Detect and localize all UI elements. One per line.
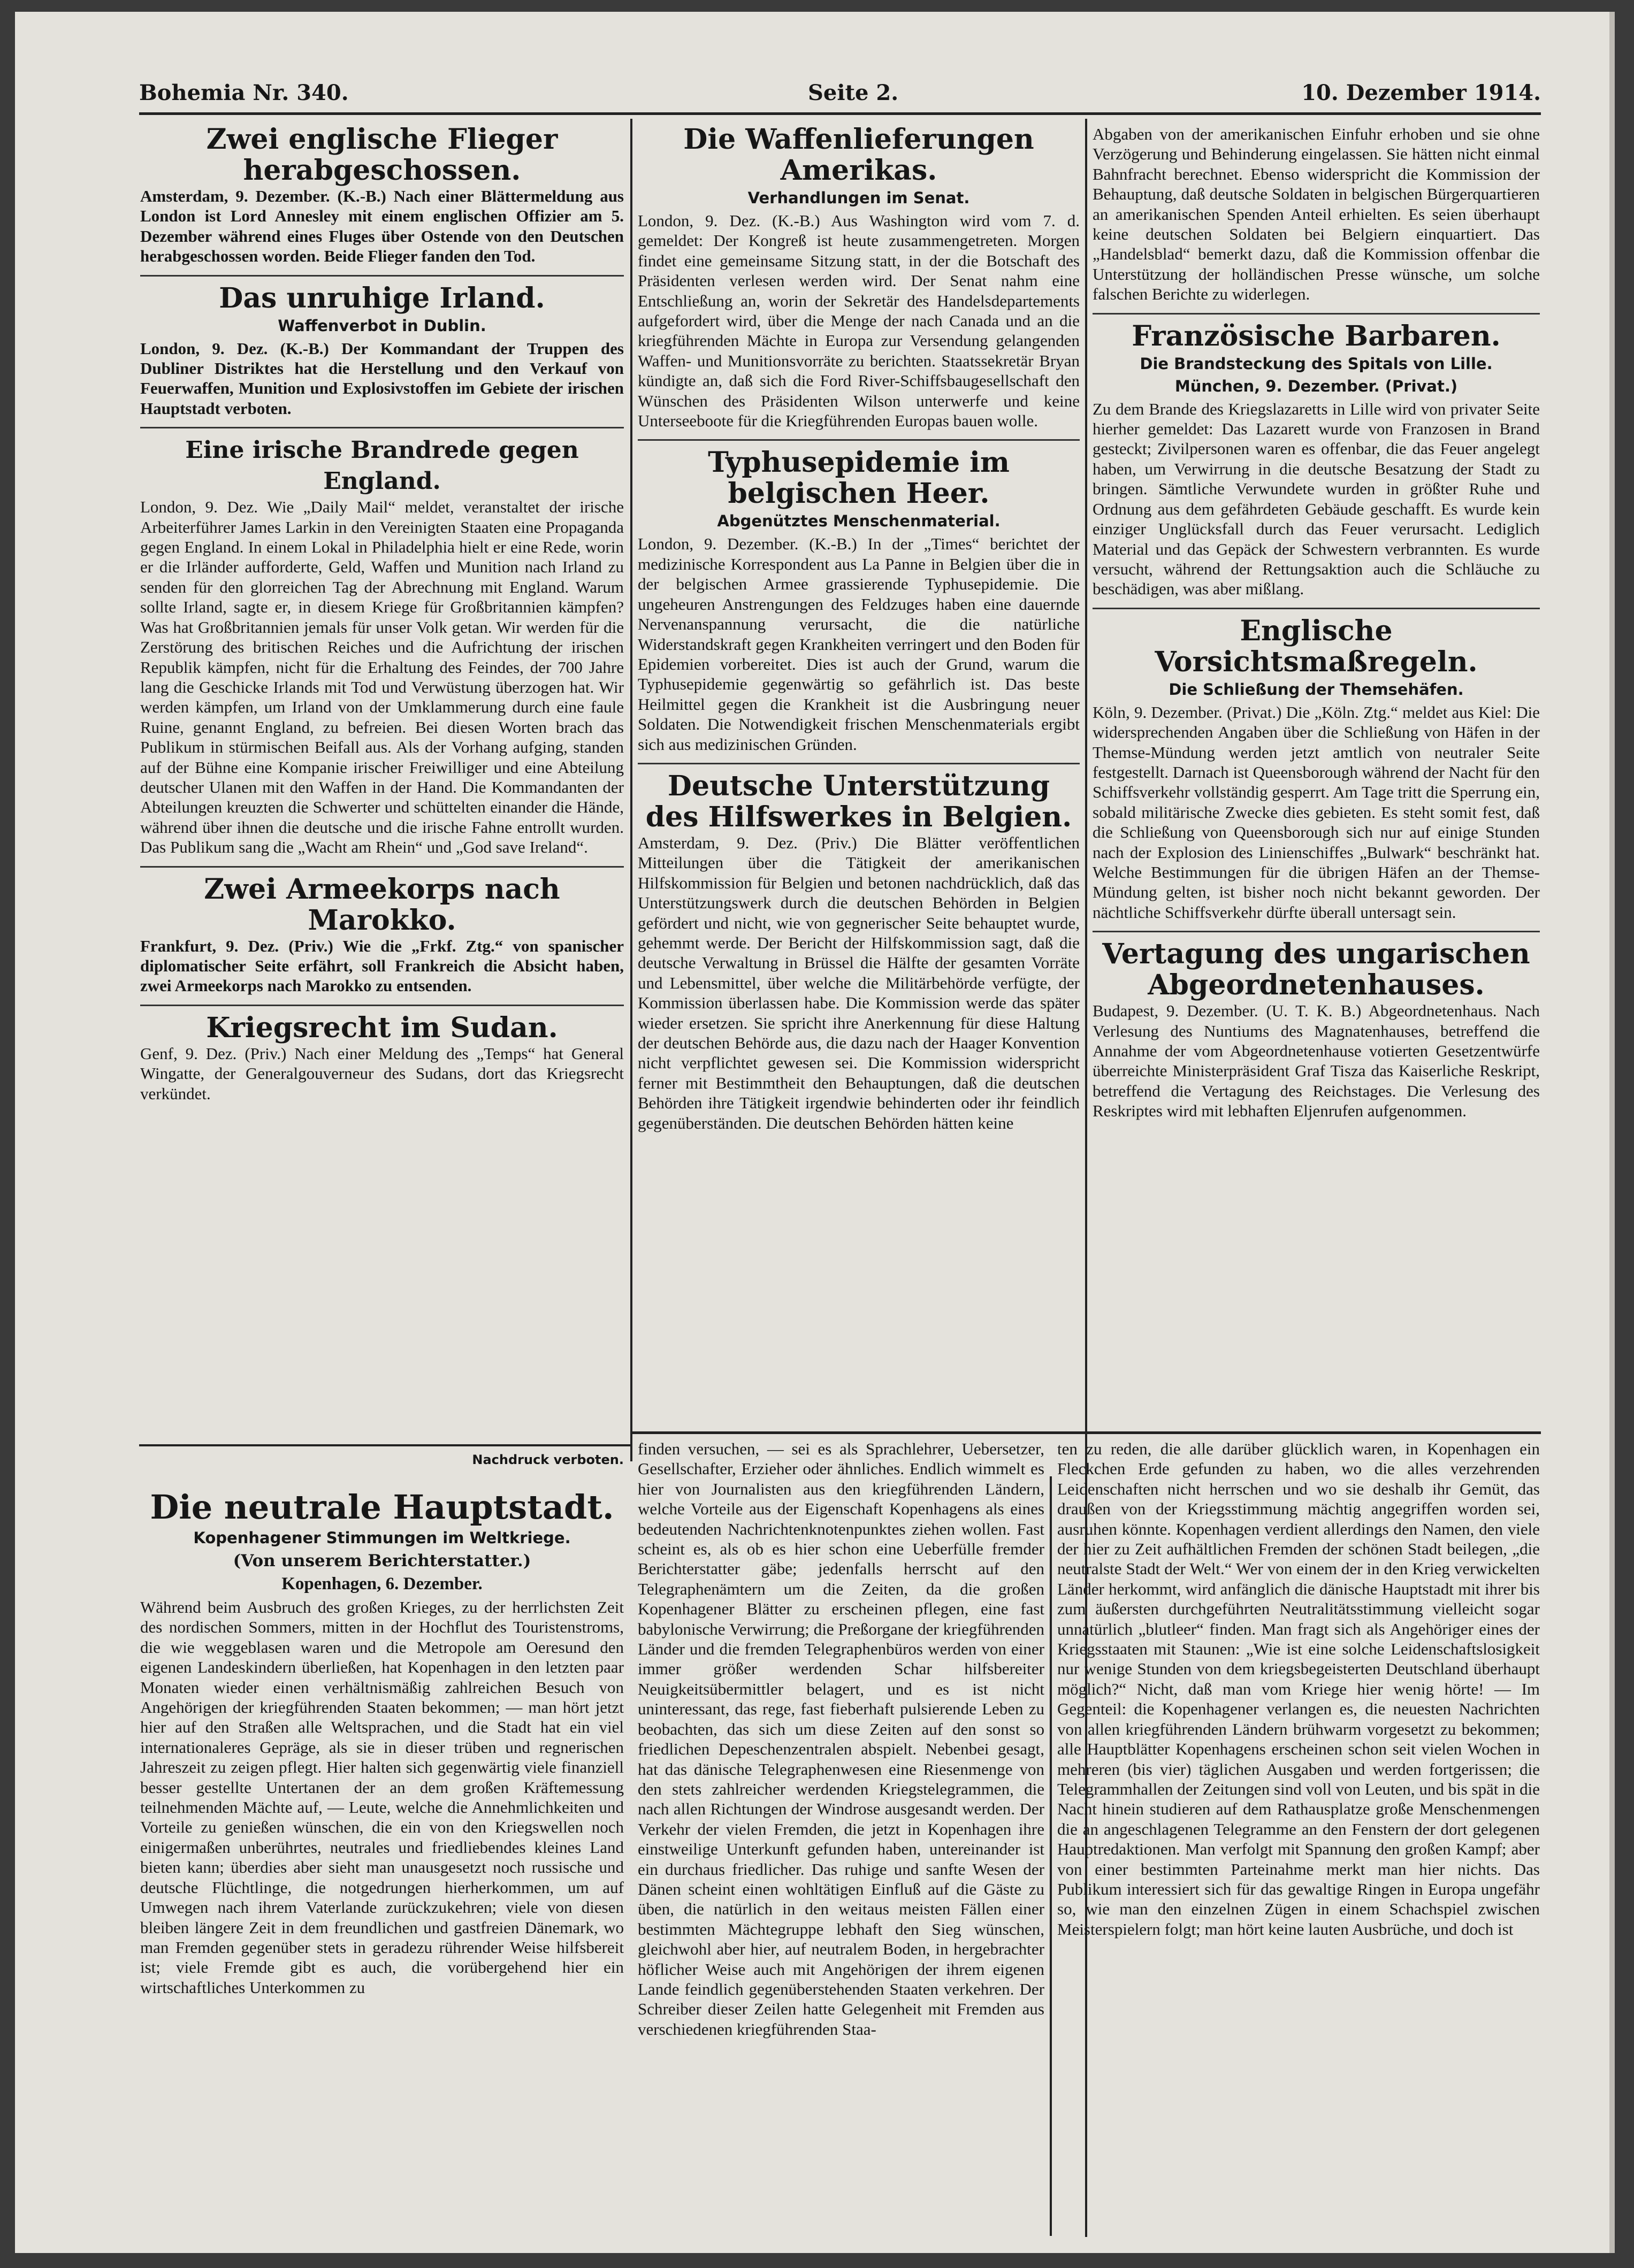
feuilleton-column-3 (1057, 1439, 1540, 2231)
article (140, 874, 624, 996)
article-separator (140, 1005, 624, 1006)
article (140, 124, 624, 266)
article (140, 283, 624, 419)
article-separator (1093, 313, 1540, 315)
feuilleton-rule (139, 1444, 630, 1446)
article-separator (638, 439, 1080, 441)
article-headline: Die Waffenlieferungen Amerikas. (683, 124, 1034, 187)
header-page-number: Seite 2. (808, 80, 899, 105)
article-text: Budapest, 9. Dezember. (U. T. K. B.) Abgeordnetenhaus. Nach Verlesung des Nuntiums des Magnatenhauses, betreffend die Annahme der vom Abgeordnetenhause votierten Gesetzentwürfe überreichte Ministerpräsident Graf Tisza das Kaiserliche Reskript, betreffend die Vertagung des Reichstages. Die Verlesung des Reskriptes wird mit lebhaften Eljenrufen aufgenommen. (1093, 1001, 1540, 1121)
article (140, 435, 624, 857)
feuilleton-column-1 (140, 1452, 624, 2233)
feuilleton-headline: Die neutrale Hauptstadt. (150, 1488, 614, 1527)
article (638, 771, 1080, 1133)
article-text: Zu dem Brande des Kriegslazaretts in Lille wird von privater Seite hierher gemeldet: Das Lazarett wurde von Franzosen in Brand gesteckt; Zivilpersonen waren es offenbar, die das Feuer angelegt haben, um Verwirrung in die deutsche Besatzung der Stadt zu bringen. Sämtliche Verwundete wurden in größter Ruhe und Ordnung aus dem gefährdeten Gebäude geschafft. Es wurde kein einziger Unglücksfall durch das Feuer verursacht. Lediglich Material und das Gepäck der Schwestern verbrannten. Es wurde versucht, während der Rettungsaktion auch die Schläuche zu beschädigen, was aber mißlang. (1093, 399, 1540, 599)
page-header (139, 80, 1541, 110)
article-separator (1093, 608, 1540, 609)
column-2 (638, 124, 1080, 1424)
article-headline: Zwei Armeekorps nach Marokko. (204, 872, 560, 937)
article (1093, 616, 1540, 922)
article-separator (1093, 931, 1540, 932)
scan-edge (1609, 12, 1615, 2253)
reprint-notice: Nachdruck verboten. (472, 1452, 624, 1467)
article (140, 1013, 624, 1104)
article-subheadline: Die Schließung der Themsehäfen. (1169, 680, 1464, 699)
feuilleton-dateline: Kopenhagen, 6. Dezember. (281, 1574, 483, 1593)
article-text: Genf, 9. Dez. (Priv.) Nach einer Meldung des „Temps“ hat General Wingatte, der Generalgouverneur des Sudans, dort das Kriegsrecht verkündet. (140, 1044, 624, 1103)
article-text: London, 9. Dez. (K.-B.) Aus Washington wird vom 7. d. gemeldet: Der Kongreß ist heute zusammengetreten. Morgen findet eine gemeinsame Sitzung statt, in der die Botschaft des Präsidenten verlesen werden wird. Der Senat nahm eine Entschließung an, worin der Sekretär des Handelsdepartements aufgefordert wird, über die Menge der nach Canada und an die kriegführenden Mächte in Europa zur Versendung gelangenden Waffen- und Munitionsvorräte zu berichten. Staatssekretär Bryan kündigte an, daß sich die Ford River-Schiffsbaugesellschaft den Wünschen des Präsidenten Wilson unterwerfe und keine Unterseeboote für die Kriegführenden Europas bauen wolle. (638, 211, 1080, 431)
article-subheadline: Waffenverbot in Dublin. (278, 316, 486, 335)
article-headline: Deutsche Unterstützung des Hilfswerkes in Belgien. (645, 769, 1072, 833)
feuilleton-column-2 (638, 1439, 1044, 2231)
article-subheadline: Die Brandsteckung des Spitals von Lille. (1140, 354, 1493, 373)
column-1 (140, 124, 624, 1440)
article (1093, 939, 1540, 1121)
article (1093, 321, 1540, 599)
article-headline: Typhusepidemie im belgischen Heer. (708, 446, 1010, 510)
article-headline: Kriegsrecht im Sudan. (206, 1011, 558, 1044)
article (638, 124, 1080, 431)
header-paper-number: Bohemia Nr. 340. (139, 80, 349, 105)
article-text: Köln, 9. Dezember. (Privat.) Die „Köln. Ztg.“ meldet aus Kiel: Die widersprechenden Angaben über die Schließung von Häfen in der Themse-Mündung werden jetzt amtlich von neutraler Seite festgestellt. Darnach ist Queensborough während der Nacht für den Schiffsverkehr vollständig gesperrt. Am Tage tritt die Sperrung ein, sobald militärische Zwecke dies gebieten. Es steht somit fest, daß die Schließung von Queensborough sich nur auf einige Stunden nach der Explosion des Linienschiffes „Bulwark“ beschränkt hat. Welche Bestimmungen für die übrigen Häfen an der Themse-Mündung gelten, ist bisher noch nicht bekannt geworden. Der nächtliche Schiffsverkehr dürfte überall untersagt sein. (1093, 702, 1540, 922)
feuilleton-text: finden versuchen, — sei es als Sprachlehrer, Uebersetzer, Gesellschafter, Erzieher oder ähnliches. Endlich wimmelt es hier von Journalisten aus den kriegführenden Ländern, welche Vorteile aus der Eigenschaft Kopenhagens als eines bedeutenden Nachrichtenknotenpunktes ziehen wollen. Fast scheint es, als ob es hier schon eine Ueberfülle fremder Berichterstatter gäbe; jedenfalls herrscht auf den Telegraphenämtern um die Zeiten, da die großen Kopenhagener Blätter zu erscheinen pflegen, eine fast babylonische Verwirrung; die Preßorgane der kriegführenden Länder und die fremden Telegraphenbüros werden von einer immer größer werdenden Schar hilfsbereiter Neuigkeitsübermittler belagert, und es ist nicht uninteressant, das rege, fast fieberhaft pulsierende Leben zu beobachten, das sich um diese Zeiten auf den sonst so friedlichen Depeschenzentralen abspielt. Nebenbei gesagt, hat das dänische Telegraphenwesen eine Riesenmenge von den stets zahlreicher werdenden Kriegstelegrammen, die nach allen Richtungen der Windrose ausgesandt werden. Der Verkehr der vielen Fremden, die jetzt in Kopenhagen ihre einstweilige Unterkunft gefunden haben, untereinander ist ein durchaus friedlicher. Das ruhige und sanfte Wesen der Dänen scheint einen wohltätigen Einfluß auf die Gäste zu üben, die natürlich in den weitaus meisten Fällen einer bestimmten Mächtegruppe lebhaft den Sieg wünschen, gleichwohl aber hier, auf neutralem Boden, in hergebrachter höflicher Weise auch mit Angehörigen der ihrem eigenen Lande feindlich gegenüberstehenden Staaten verkehren. Der Schreiber dieser Zeilen hatte Gelegenheit mit Fremden aus verschiedenen kriegführenden Staa- (638, 1439, 1044, 2039)
article-headline: Französische Barbaren. (1132, 319, 1501, 353)
header-date: 10. Dezember 1914. (1301, 80, 1541, 105)
article-separator (140, 427, 624, 428)
column-rule (630, 119, 632, 1461)
column-3 (1093, 124, 1540, 1424)
article-headline: Eine irische Brandrede gegen England. (185, 436, 579, 495)
article-headline: Zwei englische Flieger herabgeschossen. (206, 124, 558, 187)
article-separator (140, 275, 624, 277)
article-text: Frankfurt, 9. Dez. (Priv.) Wie die „Frkf. Ztg.“ von spanischer diplomatischer Seite erfährt, soll Frankreich die Absicht haben, zwei Armeekorps nach Marokko zu entsenden. (140, 936, 624, 995)
article-subheadline: Verhandlungen im Senat. (747, 189, 970, 207)
article-headline: Vertagung des ungarischen Abgeordnetenhauses. (1102, 938, 1530, 1002)
article-text: London, 9. Dez. (K.-B.) Der Kommandant der Truppen des Dubliner Distriktes hat die Herstellung und den Verkauf von Feuerwaffen, Munition und Explosivstoffen im Gebiete der irischen Hauptstadt verboten. (140, 339, 624, 418)
article-headline: Das unruhige Irland. (219, 281, 545, 315)
article-separator (140, 866, 624, 868)
article-text: London, 9. Dez. Wie „Daily Mail“ meldet, veranstaltet der irische Arbeiterführer James Larkin in den Vereinigten Staaten eine Propaganda gegen England. In einem Lokal in Philadelphia hielt er eine Rede, worin er die Irländer aufforderte, Geld, Waffen und Munition nach Irland zu senden für den glorreichen Tag der Abrechnung mit England. Warum sollte Irland, sagte er, in diesem Kriege für Großbritannien kämpfen? Was hat Großbritannien jemals für unser Volk getan. Wir werden für die Zerstörung des britischen Reiches und die Aufrichtung der irischen Republik kämpfen, nicht für die Erhaltung des Feindes, der 700 Jahre lang die Geschicke Irlands mit Tod und Verwüstung überzogen hat. Wir werden kämpfen, um Irland von der Umklammerung durch eine faule Ruine, genannt England, zu befreien. Bei diesen Worten brach das Publikum in stürmischen Beifall aus. Als der Vorhang aufging, standen auf der Bühne eine Kompanie irischer Freiwilliger und eine Abteilung deutscher Ulanen mit den Waffen in der Hand. Die Kommandanten der Abteilungen kreuzten die Schwerter und schüttelten einander die Hände, während über ihnen die deutsche und die irische Fahne entrollt wurden. Das Publikum sang die „Wacht am Rhein“ und „God save Ireland“. (140, 497, 624, 857)
article-text: London, 9. Dezember. (K.-B.) In der „Times“ berichtet der medizinische Korrespondent aus La Panne in Belgien über die in der belgischen Armee grassierende Typhusepidemie. Die ungeheuren Anstrengungen des Feldzuges haben eine dauernde Nervenanspannung verursacht, die die natürliche Widerstandskraft gegen Krankheiten verringert und den Boden für Epidemien vorbereitet. Dies ist auch der Grund, warum die Typhusepidemie gegenwärtig so gefährlich ist. Das beste Heilmittel gegen die Krankheit ist die Ausbringung neuer Soldaten. Die Notwendigkeit frischen Menschenmaterials ergibt sich aus medizinischen Gründen. (638, 534, 1080, 754)
header-rule (139, 112, 1541, 115)
article-text: Abgaben von der amerikanischen Einfuhr erhoben und sie ohne Verzögerung und Behinderung eingelassen. Sie hätten nicht einmal Bahnfracht berechnet. Ebenso widerspricht die Kommission der Behauptung, daß deutsche Soldaten in belgischen Bürgerquartieren an amerikanischen Spenden Anteil erhielten. Es seien überhaupt keine deutschen Soldaten bei Belgiern einquartiert. Das „Handelsblad“ bemerkt dazu, daß die Kommission offenbar die Unterstützung der holländischen Presse wünsche, um solche falschen Berichte zu widerlegen. (1093, 125, 1540, 304)
article-separator (638, 763, 1080, 764)
feuilleton-rule (1087, 1431, 1541, 1434)
article-continuation (1093, 124, 1540, 304)
article-dateline: München, 9. Dezember. (Privat.) (1174, 377, 1458, 395)
article-text: Amsterdam, 9. Dezember. (K.-B.) Nach einer Blättermeldung aus London ist Lord Annesley mit einem englischen Offizier am 5. Dezember während eines Fluges über Ostende von den Deutschen herabgeschossen worden. Beide Flieger fanden den Tod. (140, 187, 624, 266)
feuilleton-byline: (Von unserem Berichterstatter.) (233, 1551, 531, 1570)
article (638, 447, 1080, 754)
feuilleton-subheadline: Kopenhagener Stimmungen im Weltkriege. (193, 1529, 571, 1547)
feuilleton-text: Während beim Ausbruch des großen Krieges, zu der herrlichsten Zeit des nordischen Sommers, mitten in der Hochflut des Touristenstroms, die wie weggeblasen waren und die Metropole am Oeresund den eigenen Landeskindern überließen, hat Kopenhagen in den letzten paar Monaten wieder einen verhältnismäßig zahlreichen Besuch von Angehörigen der kriegführenden Staaten bekommen; — man hört jetzt hier auf den Straßen alle Weltsprachen, und die Stadt hat ein viel internationaleres Gepräge, als sie in dieser trüben und regnerischen Jahreszeit zu zeigen pflegt. Hier halten sich gegenwärtig viele finanziell besser gestellte Untertanen der an dem großen Kräftemessung teilnehmenden Mächte auf, — Leute, welche die Annehmlichkeiten und Vorteile zu genießen wünschen, die ein von den Kriegswellen noch einigermaßen unberührtes, neutrales und friedliebendes kleines Land bieten kann; überdies aber sieht man unausgesetzt noch russische und deutsche Flüchtlinge, die notgedrungen hierherkommen, um auf Umwegen nach ihrem Vaterlande zurückzukehren; viele von diesen bleiben längere Zeit in dem freundlichen und gastfreien Dänemark, wo man Fremden gegenüber stets in geradezu rührender Weise hilfsbereit ist; viele Fremde gibt es auch, die vorübergehend hier ein wirtschaftliches Unterkommen zu (140, 1598, 624, 1997)
article-headline: Englische Vorsichtsmaßregeln. (1155, 614, 1478, 678)
article-text: Amsterdam, 9. Dez. (Priv.) Die Blätter veröffentlichen Mitteilungen über die Tätigkeit der amerikanischen Hilfskommission für Belgien und betonen nachdrücklich, daß das Unterstützungswerk durch die deutschen Behörden in Belgien gefördert und nicht, wie von gegnerischer Seite behauptet wurde, gehemmt werde. Der Bericht der Hilfskommission sagt, daß die deutsche Verwaltung in Brüssel die Hälfte der gesamten Vorräte und Lebensmittel, über welche die Militärbehörde verfügte, der Kommission überlassen habe. Die Kommission werde das später wieder ersetzen. Sie spricht ihre Anerkennung für diese Haltung der deutschen Behörde aus, die dazu nach der Haager Konvention nicht verpflichtet gewesen sei. Die Kommission widerspricht ferner mit Bestimmtheit den Behauptungen, daß die deutschen Behörden ihre Tätigkeit irgendwie behinderten oder ihr feindlich gegenüberständen. Die deutschen Behörden hätten keine (638, 833, 1080, 1132)
column-rule (1050, 1476, 1052, 2236)
feuilleton-text: ten zu reden, die alle darüber glücklich waren, in Kopenhagen ein Fleckchen Erde gefunden zu haben, wo die alles verzehrenden Leidenschaften nicht herrschen und wo sie deshalb ihr Gemüt, das draußen von der Kriegsstimmung mächtig angegriffen worden sei, ausruhen könnte. Kopenhagen verdient allerdings den Namen, den viele der hier zu Zeit aufhältlichen Fremden der schönen Stadt beilegen, „die neutralste Stadt der Welt.“ Wer von einem der in den Krieg verwickelten Länder herkommt, wird anfänglich die dänische Hauptstadt mit ihrer bis zum äußersten durchgeführten Neutralitätsstimmung vielleicht sogar unnatürlich „blutleer“ finden. Man fragt sich als Angehöriger eines der Kriegsstaaten mit Staunen: „Wie ist eine solche Leidenschaftslosigkeit nur wenige Stunden von dem kriegsbegeisterten Deutschland überhaupt möglich?“ Nicht, daß man vom Kriege hier wenig hörte! — Im Gegenteil: die Kopenhagener verlangen es, die neuesten Nachrichten von allen kriegführenden Ländern brühwarm vorgesetzt zu bekommen; alle Hauptblätter Kopenhagens erscheinen schon seit vielen Wochen in mehreren (bis vier) täglichen Ausgaben und werden fortgerissen; die Telegrammhallen der Zeitungen sind voll von Leuten, und bis spät in die Nacht hinein studieren auf dem Rathausplatze große Menschenmengen die an angeschlagenen Telegramme an den Fenstern der dort gelegenen Hauptredaktionen. Man verfolgt mit Spannung den großen Kampf; aber von einer bestimmten Parteinahme merkt man hier nichts. Das Publikum interessiert sich für das gewaltige Ringen in Europa ungefähr so, wie man den einzelnen Zügen in einem Schachspiel zwischen Meisterspielern folgt; man hört keine lauten Ausbrüche, und doch ist (1057, 1439, 1540, 1938)
article-subheadline: Abgenütztes Menschenmaterial. (717, 512, 1001, 531)
feuilleton-rule (632, 1431, 1085, 1434)
